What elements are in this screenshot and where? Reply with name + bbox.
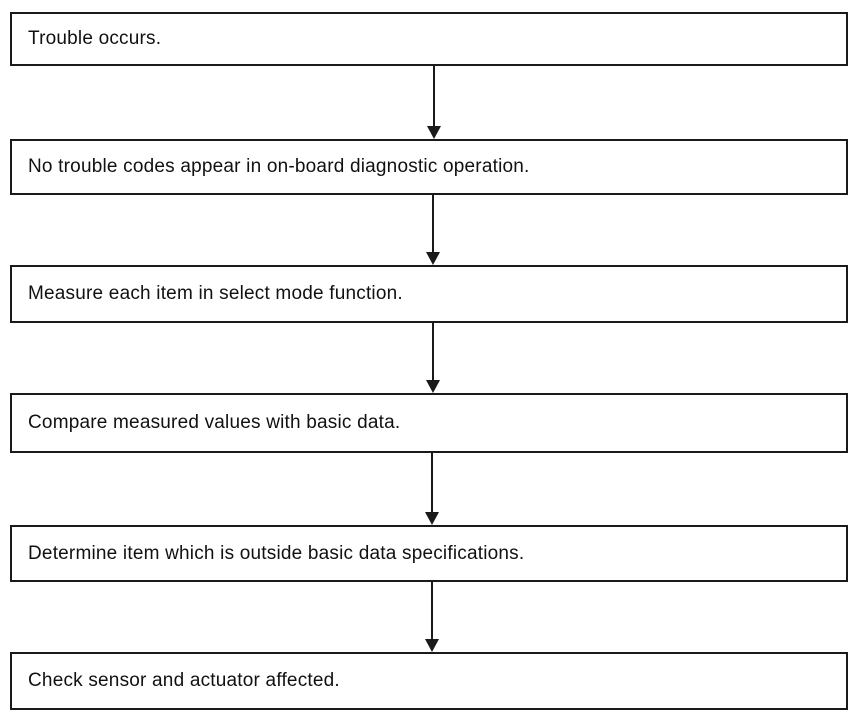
- step-label: Trouble occurs.: [28, 28, 162, 49]
- step-check-sensor: [10, 652, 848, 710]
- arrow-head-down-icon: [427, 126, 441, 139]
- arrow-shaft: [433, 66, 435, 127]
- arrow-shaft: [432, 323, 434, 381]
- step-measure-items: [10, 265, 848, 323]
- step-label: No trouble codes appear in on-board diagnostic operation.: [28, 156, 530, 177]
- arrow-head-down-icon: [425, 512, 439, 525]
- step-label: Measure each item in select mode function.: [28, 283, 403, 304]
- arrow-shaft: [431, 582, 433, 640]
- flow-arrow-2: [423, 195, 443, 265]
- arrow-head-down-icon: [425, 639, 439, 652]
- arrow-shaft: [432, 195, 434, 253]
- step-compare-values: [10, 393, 848, 453]
- step-label: Determine item which is outside basic data specifications.: [28, 542, 525, 564]
- step-no-trouble-codes: [10, 139, 848, 195]
- flow-arrow-1: [424, 66, 444, 139]
- flow-arrow-4: [422, 453, 442, 525]
- step-trouble-occurs: [10, 12, 848, 66]
- flow-arrow-3: [423, 323, 443, 393]
- arrow-shaft: [431, 453, 433, 513]
- step-determine-item: [10, 525, 848, 582]
- step-label: Compare measured values with basic data.: [28, 412, 401, 433]
- arrow-head-down-icon: [426, 252, 440, 265]
- arrow-head-down-icon: [426, 380, 440, 393]
- step-label: Check sensor and actuator affected.: [28, 670, 340, 691]
- flow-arrow-5: [422, 582, 442, 652]
